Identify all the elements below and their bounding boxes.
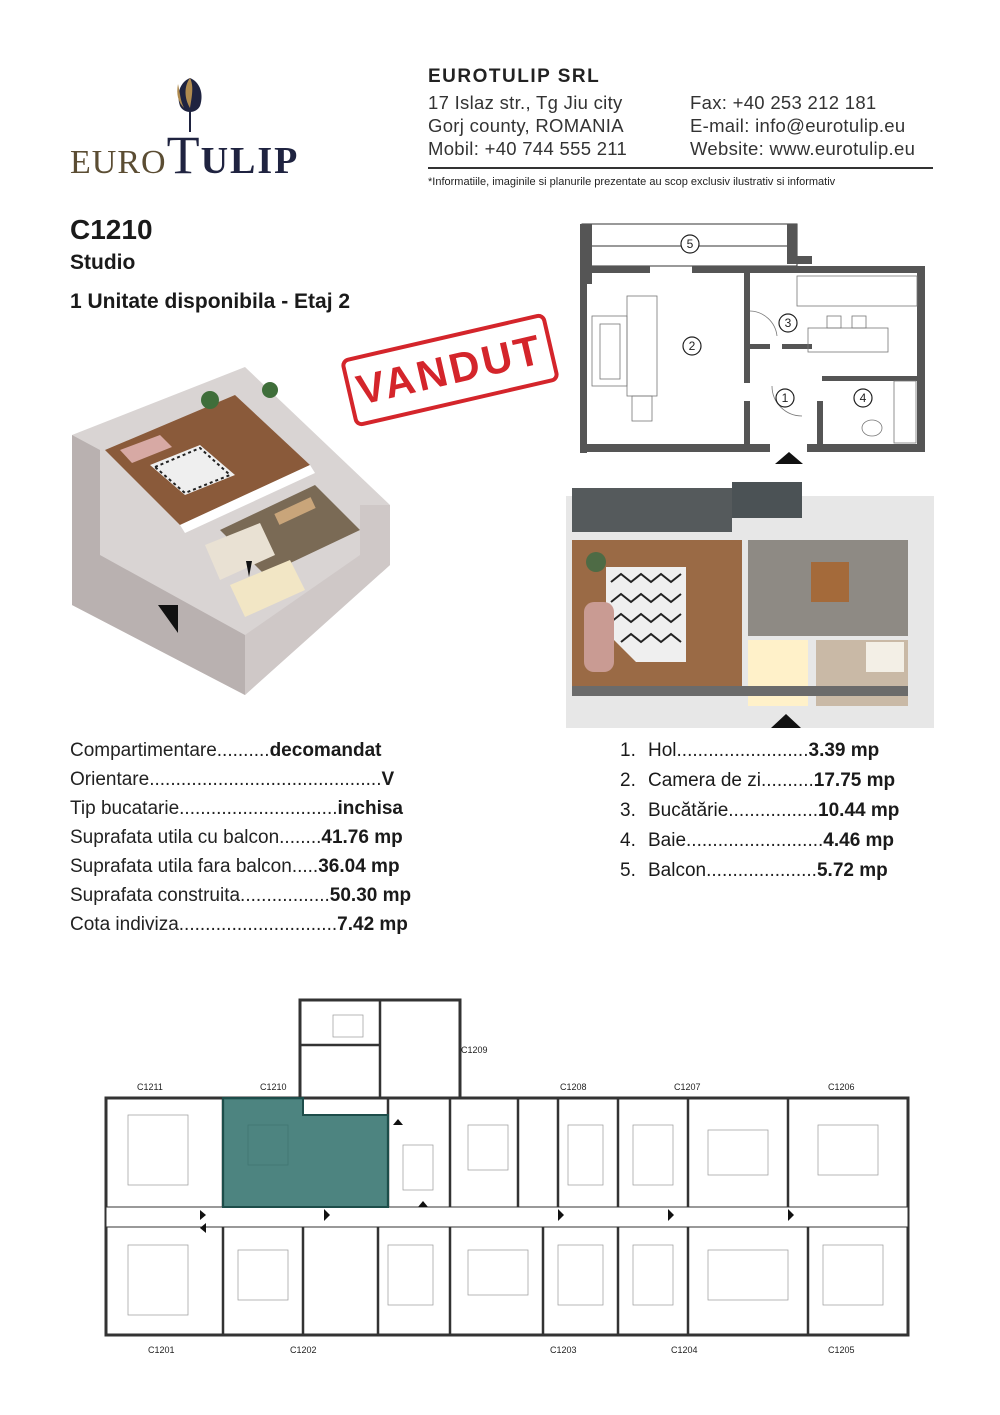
- unit-label-c1210: C1210: [260, 1082, 287, 1092]
- email-line[interactable]: E-mail: info@eurotulip.eu: [690, 115, 906, 136]
- highlighted-unit-c1210: [223, 1098, 388, 1207]
- room-row: 1. Hol ......................... 3.39 mp: [620, 740, 880, 761]
- website-line[interactable]: Website: www.eurotulip.eu: [690, 138, 916, 159]
- unit-label-c1206: C1206: [828, 1082, 855, 1092]
- isometric-3d-render: [60, 355, 400, 705]
- company-info: [428, 66, 933, 160]
- marker-5-label: 5: [686, 237, 694, 251]
- unit-label-c1209: C1209: [461, 1045, 488, 1055]
- unit-availability: 1 Unitate disponibila - Etaj 2: [70, 290, 351, 313]
- mobile-line: Mobil: +40 744 555 211: [428, 138, 628, 159]
- address-line-1: 17 Islaz str., Tg Jiu city: [428, 92, 623, 113]
- spec-row: Compartimentare .......... decomandat: [70, 740, 382, 761]
- room-row: 4. Baie .......................... 4.46 mp: [620, 830, 895, 851]
- room-row: 5. Balcon ..................... 5.72 mp: [620, 860, 888, 881]
- building-floor-plan: [88, 995, 918, 1365]
- marker-1-label: 1: [781, 391, 789, 405]
- unit-label-c1207: C1207: [674, 1082, 701, 1092]
- spec-row: Tip bucatarie .............................. inchisa: [70, 798, 403, 819]
- room-row: 2. Camera de zi .......... 17.75 mp: [620, 770, 896, 791]
- unit-label-c1204: C1204: [671, 1345, 698, 1355]
- unit-code: C1210: [70, 214, 153, 245]
- unit-type: Studio: [70, 251, 136, 274]
- unit-specifications: [70, 740, 450, 943]
- disclaimer: *Informatiile, imaginile si planurile prezentate au scop exclusiv ilustrativ si informativ: [428, 176, 836, 188]
- contact-grid: [428, 92, 933, 160]
- spec-row: Suprafata utila fara balcon ..... 36.04 mp: [70, 856, 400, 877]
- unit-label-c1211: C1211: [137, 1082, 163, 1092]
- spec-row: Suprafata construita ................. 50.30 mp: [70, 885, 412, 906]
- address-line-2: Gorj county, ROMANIA: [428, 115, 624, 136]
- unit-floor-plan: [572, 216, 932, 466]
- company-name: EUROTULIP SRL: [428, 66, 601, 87]
- unit-label-c1208: C1208: [560, 1082, 587, 1092]
- stamp-text: VANDUT: [352, 325, 548, 414]
- room-row: 3. Bucătărie ................. 10.44 mp: [620, 800, 900, 821]
- unit-label-c1201: C1201: [148, 1345, 175, 1355]
- room-areas: [620, 740, 950, 890]
- fax-line: Fax: +40 253 212 181: [690, 92, 877, 113]
- spec-row: Orientare ............................................ V: [70, 769, 395, 790]
- marker-2-label: 2: [688, 339, 696, 353]
- header-divider: [428, 167, 933, 169]
- unit-label-c1203: C1203: [550, 1345, 577, 1355]
- spec-row: Suprafata utila cu balcon ........ 41.76 mp: [70, 827, 403, 848]
- sold-stamp: [340, 312, 560, 427]
- top-down-render: [566, 482, 934, 728]
- floor-plan-drawing: [88, 995, 918, 1365]
- unit-label-c1205: C1205: [828, 1345, 855, 1355]
- marker-3-label: 3: [784, 316, 792, 330]
- marker-4-label: 4: [859, 391, 867, 405]
- spec-row: Cota indiviza .............................. 7.42 mp: [70, 914, 408, 935]
- logo-wordmark: EUROTULIP: [70, 125, 300, 185]
- entrance-arrow-icon: [775, 452, 803, 464]
- unit-label-c1202: C1202: [290, 1345, 317, 1355]
- eurotulip-logo: [70, 72, 330, 185]
